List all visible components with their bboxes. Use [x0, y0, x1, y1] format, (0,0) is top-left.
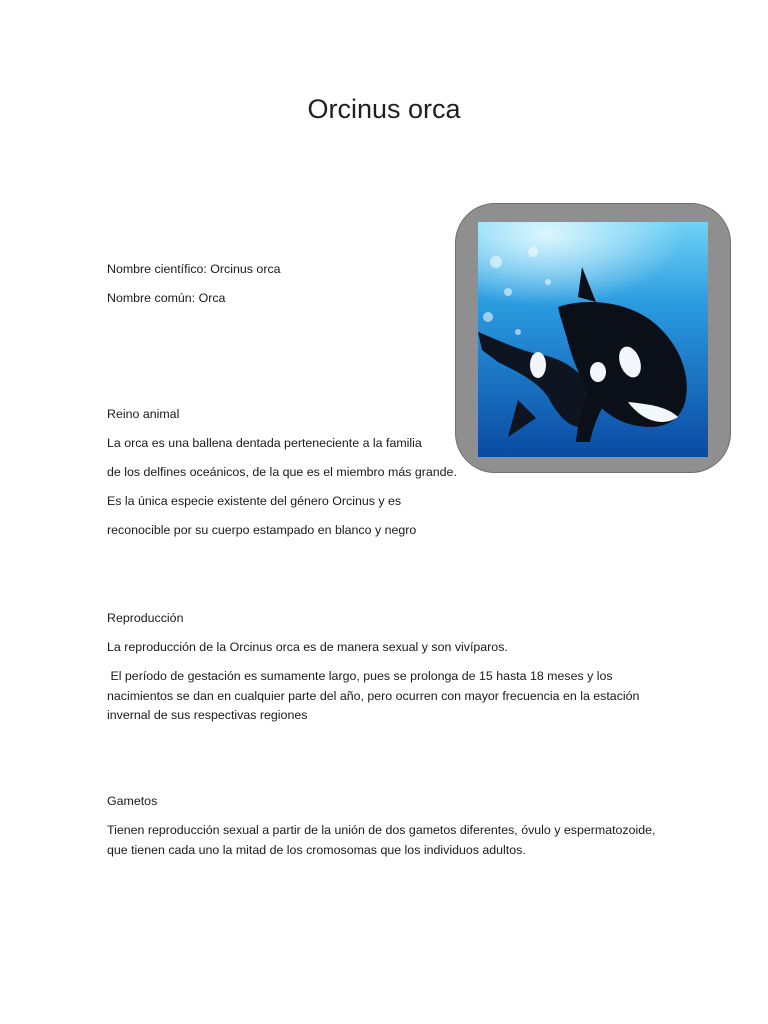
gametos-paragraph: Tienen reproducción sexual a partir de la unión de dos gametos diferentes, óvulo y espermatozoide, que tienen cada uno la mitad de los cromosomas que los individuos adultos.	[107, 823, 656, 857]
reino-line-3: Es la única especie existente del género Orcinus y es	[107, 494, 402, 508]
document-title: Orcinus orca	[307, 94, 461, 124]
reino-line-4: reconocible por su cuerpo estampado en blanco y negro	[107, 523, 417, 537]
scientific-name: Nombre científico: Orcinus orca	[107, 262, 281, 276]
reino-line-2: de los delfines oceánicos, de la que es el miembro más grande.	[107, 465, 457, 479]
reproduccion-line-1: La reproducción de la Orcinus orca es de manera sexual y son vivíparos.	[107, 640, 508, 654]
orca-photo-frame	[455, 203, 731, 473]
section-heading-gametos: Gametos	[107, 794, 158, 808]
section-heading-reino: Reino animal	[107, 407, 180, 421]
section-heading-reproduccion: Reproducción	[107, 611, 184, 625]
reproduccion-paragraph: El período de gestación es sumamente largo, pues se prolonga de 15 hasta 18 meses y los nacimientos se dan en cualquier parte del año, pero ocurren con mayor frecuencia en la estación invernal de sus respectivas regiones	[107, 669, 643, 722]
orca-illustration	[478, 222, 708, 457]
common-name: Nombre común: Orca	[107, 291, 226, 305]
reino-line-1: La orca es una ballena dentada perteneciente a la familia	[107, 436, 422, 450]
orca-photo	[478, 222, 708, 457]
